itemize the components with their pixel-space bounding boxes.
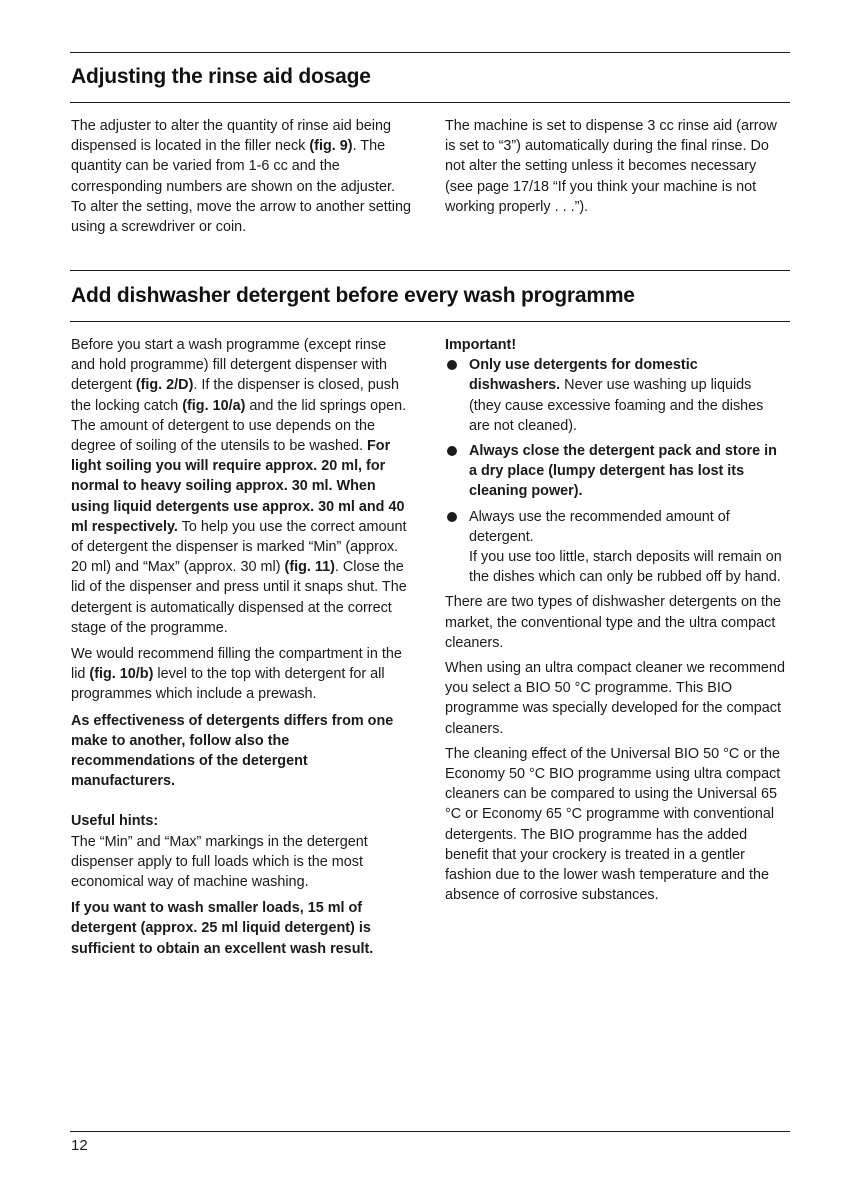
important-title <box>445 335 785 355</box>
text: We would recommend filling the compartment in the lid <box>71 646 402 683</box>
fig-reference: (fig. 2/D) <box>135 377 194 394</box>
footer-rule <box>70 1131 790 1132</box>
text: and the lid springs open. The amount of detergent to use depends on the degree of soiling of the utensils to be washed. <box>71 397 407 455</box>
top-rule <box>70 52 790 53</box>
text: . Close the lid of the dispenser and press until it snaps shut. The detergent is automatically dispensed at the correct stage of the programme. <box>71 559 407 636</box>
rinse-aid-right-column <box>445 116 785 223</box>
section-rule <box>70 321 790 322</box>
useful-hints-title <box>71 811 411 831</box>
text: Important! <box>445 337 517 353</box>
text: Never use washing up liquids (they cause excessive foaming and the dishes are not cleaned). <box>469 377 764 434</box>
fig-reference: (fig. 9) <box>309 138 353 155</box>
bullet-icon <box>447 512 457 522</box>
text: Useful hints: <box>71 813 159 830</box>
text: If you want to wash smaller loads, 15 ml of detergent (approx. 25 ml liquid detergent) is sufficient to obtain an excellent wash result. <box>71 900 374 957</box>
fig-reference: (fig. 10/a) <box>182 397 246 414</box>
section-title-rinse-aid: Adjusting the rinse aid dosage <box>71 65 371 88</box>
bullet-icon <box>447 360 457 370</box>
ultra-compact-paragraph: When using an ultra compact cleaner we recommend you select a BIO 50 °C programme. This BIO programme was specially developed for the compact cleaners. <box>445 660 785 737</box>
fig-reference: (fig. 10/b) <box>89 666 154 683</box>
section-rule <box>70 270 790 271</box>
useful-hints-paragraph-1: The “Min” and “Max” markings in the detergent dispenser apply to full loads which is the most economical way of machine washing. <box>71 833 368 891</box>
rinse-aid-left-column <box>71 116 411 243</box>
detergent-paragraph-2 <box>71 644 411 705</box>
rinse-aid-paragraph-2: To alter the setting, move the arrow to another setting using a screwdriver or coin. <box>71 198 411 236</box>
cleaning-effect-paragraph: The cleaning effect of the Universal BIO 50 °C or the Economy 50 °C BIO programme using ultra compact cleaners can be compared to using the Universal 65 °C or Economy 65 °C programme with conventional detergents. The BIO programme has the added benefit that your crockery is treated in a gentler fashion due to the lower wash temperature and the absence of corrosive substances. <box>445 745 781 904</box>
text: The adjuster to alter the quantity of rinse aid being dispensed is located in the filler neck <box>71 118 391 155</box>
text: . If the dispenser is closed, push the locking catch <box>71 377 399 414</box>
text: level to the top with detergent for all programmes which include a prewash. <box>71 666 385 703</box>
detergent-left-column <box>71 335 411 965</box>
manufacturer-note <box>71 711 411 792</box>
list-item <box>445 355 785 436</box>
list-item <box>445 441 785 502</box>
text: . The quantity can be varied from 1-6 cc and the corresponding numbers are shown on the adjuster. <box>71 138 395 195</box>
text: As effectiveness of detergents differs from one make to another, follow also the recommendations of the detergent manufacturers. <box>71 712 394 790</box>
rinse-aid-paragraph-3: The machine is set to dispense 3 cc rinse aid (arrow is set to “3”) automatically during the final rinse. Do not alter the setting unless it becomes necessary (see page 17/18 “If you think your machine is not working properly . . .”). <box>445 118 777 215</box>
detergent-types-paragraph: There are two types of dishwasher detergents on the market, the conventional type and the ultra compact cleaners. <box>445 594 781 651</box>
detergent-paragraph-1 <box>71 335 411 638</box>
important-list <box>445 355 785 587</box>
useful-hints-paragraph-2 <box>71 898 411 959</box>
text: If you use too little, starch deposits will remain on the dishes which can only be rubbed off by hand. <box>469 549 782 586</box>
text: To help you use the correct amount of detergent the dispenser is marked “Min” (approx. 20 ml) and “Max” (approx. 30 ml) <box>71 518 407 576</box>
fig-reference: (fig. 11) <box>284 559 335 576</box>
rinse-aid-paragraph-1 <box>71 116 411 197</box>
page-number: 12 <box>71 1137 88 1154</box>
section-title-detergent: Add dishwasher detergent before every wash programme <box>71 284 635 307</box>
text: Before you start a wash programme (except rinse and hold programme) fill detergent dispenser with detergent <box>71 337 387 394</box>
text: Always use the recommended amount of detergent. <box>469 508 730 545</box>
text: Only use detergents for domestic dishwashers. <box>469 357 698 394</box>
bullet-icon <box>447 446 457 456</box>
section-rule <box>70 102 790 103</box>
list-item <box>445 507 785 588</box>
dosage-note: For light soiling you will require approx. 20 ml, for normal to heavy soiling approx. 30 ml. When using liquid detergents use approx. 30 ml and 40 ml respectively. <box>71 438 405 535</box>
spacer <box>71 797 411 811</box>
detergent-right-column <box>445 335 785 905</box>
text: Always close the detergent pack and store in a dry place (lumpy detergent has lost its cleaning power). <box>469 443 777 500</box>
